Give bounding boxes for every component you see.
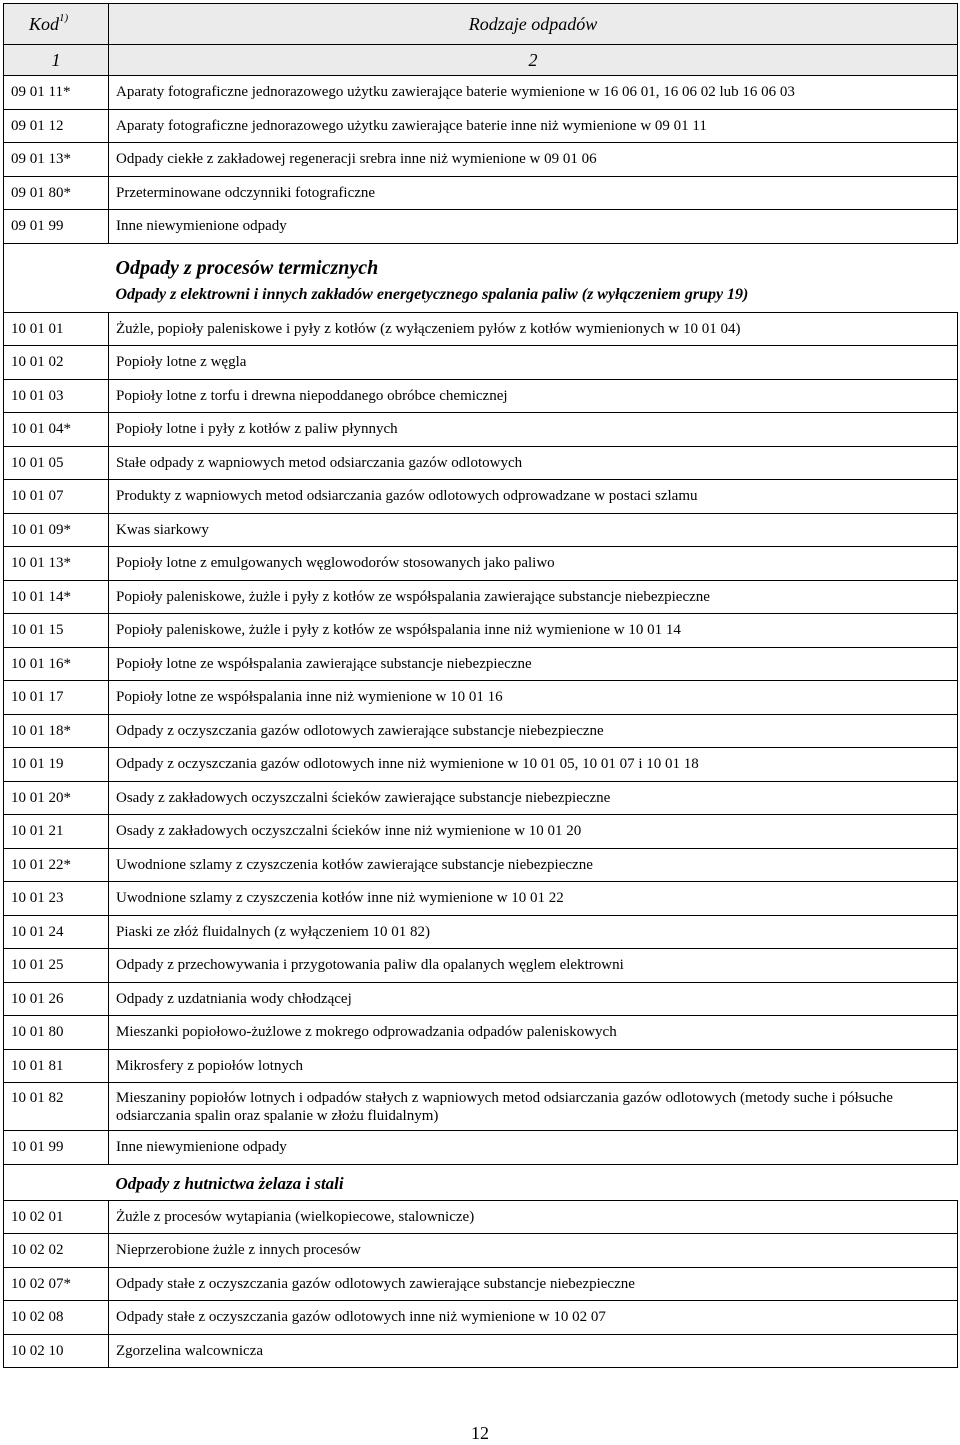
waste-description: Odpady stałe z oczyszczania gazów odlotowych inne niż wymienione w 10 02 07 [109,1301,958,1335]
table-row [4,781,958,815]
section-heading-cell [109,1164,958,1200]
table-row [4,547,958,581]
waste-description: Produkty z wapniowych metod odsiarczania gazów odlotowych odprowadzane w postaci szlamu [109,480,958,514]
table-row [4,312,958,346]
table-header-row [4,4,958,45]
waste-code: 10 01 04* [4,413,109,447]
table-row [4,513,958,547]
waste-description: Odpady z przechowywania i przygotowania paliw dla opalanych węglem elektrowni [109,949,958,983]
waste-code: 10 02 07* [4,1267,109,1301]
section-heading-row [4,1164,958,1200]
header-code-footnote: 1) [59,12,69,24]
waste-code: 10 01 18* [4,714,109,748]
waste-code: 10 01 23 [4,882,109,916]
waste-description: Nieprzerobione żużle z innych procesów [109,1234,958,1268]
table-row [4,1301,958,1335]
waste-codes-table [3,3,958,1368]
header-code [4,4,109,45]
table-row [4,210,958,244]
table-row [4,446,958,480]
waste-code: 10 01 01 [4,312,109,346]
waste-description: Stałe odpady z wapniowych metod odsiarczania gazów odlotowych [109,446,958,480]
waste-code: 09 01 13* [4,143,109,177]
waste-description: Popioły lotne z torfu i drewna niepoddanego obróbce chemicznej [109,379,958,413]
waste-code: 10 02 02 [4,1234,109,1268]
table-row [4,346,958,380]
table-row [4,1234,958,1268]
waste-description: Żużle z procesów wytapiania (wielkopiecowe, stalownicze) [109,1200,958,1234]
waste-code: 10 01 02 [4,346,109,380]
waste-description: Odpady ciekłe z zakładowej regeneracji srebra inne niż wymienione w 09 01 06 [109,143,958,177]
section-title: Odpady z procesów termicznych [115,256,379,279]
table-row [4,1200,958,1234]
waste-code: 10 01 03 [4,379,109,413]
table-row [4,1083,958,1131]
table-row [4,1334,958,1368]
waste-description: Aparaty fotograficzne jednorazowego użytku zawierające baterie inne niż wymienione w 09 01 11 [109,109,958,143]
waste-code: 10 02 01 [4,1200,109,1234]
table-row [4,748,958,782]
section-heading-spacer [4,243,109,312]
header-waste-types: Rodzaje odpadów [109,4,958,45]
table-row [4,815,958,849]
table-column-number-row [4,45,958,76]
table-row [4,614,958,648]
table-row [4,1131,958,1165]
waste-code: 10 01 80 [4,1016,109,1050]
waste-code: 10 01 24 [4,915,109,949]
waste-code: 10 01 05 [4,446,109,480]
table-row [4,1267,958,1301]
table-row [4,413,958,447]
waste-code: 09 01 12 [4,109,109,143]
table-row [4,76,958,110]
waste-code: 10 01 25 [4,949,109,983]
waste-description: Uwodnione szlamy z czyszczenia kotłów inne niż wymienione w 10 01 22 [109,882,958,916]
section-title: Odpady z hutnictwa żelaza i stali [115,1173,344,1193]
waste-description: Piaski ze złóż fluidalnych (z wyłączeniem 10 01 82) [109,915,958,949]
waste-code: 10 01 13* [4,547,109,581]
waste-description: Odpady z oczyszczania gazów odlotowych inne niż wymienione w 10 01 05, 10 01 07 i 10 01 18 [109,748,958,782]
waste-code: 09 01 99 [4,210,109,244]
table-row [4,949,958,983]
waste-code: 10 01 19 [4,748,109,782]
waste-description: Odpady z uzdatniania wody chłodzącej [109,982,958,1016]
section-heading-row [4,243,958,312]
waste-code: 10 01 82 [4,1083,109,1131]
table-row [4,647,958,681]
column-number-2: 2 [109,45,958,76]
waste-description: Żużle, popioły paleniskowe i pyły z kotłów (z wyłączeniem pyłów z kotłów wymienionych w 10 01 04) [109,312,958,346]
waste-description: Kwas siarkowy [109,513,958,547]
table-row [4,580,958,614]
table-row [4,681,958,715]
waste-code: 10 01 14* [4,580,109,614]
waste-code: 10 01 09* [4,513,109,547]
waste-description: Odpady z oczyszczania gazów odlotowych zawierające substancje niebezpieczne [109,714,958,748]
waste-code: 10 01 26 [4,982,109,1016]
waste-description: Mikrosfery z popiołów lotnych [109,1049,958,1083]
table-row [4,848,958,882]
waste-code: 09 01 80* [4,176,109,210]
waste-code: 10 01 99 [4,1131,109,1165]
waste-code: 09 01 11* [4,76,109,110]
waste-description: Inne niewymienione odpady [109,1131,958,1165]
waste-description: Osady z zakładowych oczyszczalni ścieków inne niż wymienione w 10 01 20 [109,815,958,849]
waste-description: Popioły lotne ze współspalania inne niż wymienione w 10 01 16 [109,681,958,715]
waste-code: 10 02 10 [4,1334,109,1368]
waste-description: Zgorzelina walcownicza [109,1334,958,1368]
waste-description: Aparaty fotograficzne jednorazowego użytku zawierające baterie wymienione w 16 06 01, 16 06 02 lub 16 06 03 [109,76,958,110]
table-row [4,1049,958,1083]
waste-description: Popioły lotne ze współspalania zawierające substancje niebezpieczne [109,647,958,681]
waste-code: 10 02 08 [4,1301,109,1335]
waste-description: Popioły lotne z emulgowanych węglowodorów stosowanych jako paliwo [109,547,958,581]
column-number-1: 1 [4,45,109,76]
waste-code: 10 01 81 [4,1049,109,1083]
section-subtitle: Odpady z elektrowni i innych zakładów energetycznego spalania paliw (z wyłączeniem grupy 19) [115,285,749,303]
waste-code: 10 01 20* [4,781,109,815]
table-row [4,480,958,514]
waste-description: Inne niewymienione odpady [109,210,958,244]
table-row [4,176,958,210]
waste-code: 10 01 17 [4,681,109,715]
waste-description: Popioły lotne i pyły z kotłów z paliw płynnych [109,413,958,447]
waste-description: Osady z zakładowych oczyszczalni ścieków zawierające substancje niebezpieczne [109,781,958,815]
waste-description: Mieszanki popiołowo-żużlowe z mokrego odprowadzania odpadów paleniskowych [109,1016,958,1050]
waste-description: Popioły paleniskowe, żużle i pyły z kotłów ze współspalania inne niż wymienione w 10 01 14 [109,614,958,648]
waste-code: 10 01 15 [4,614,109,648]
waste-catalog-document [3,3,957,1368]
waste-code: 10 01 16* [4,647,109,681]
table-row [4,915,958,949]
table-row [4,1016,958,1050]
waste-description: Popioły lotne z węgla [109,346,958,380]
table-row [4,109,958,143]
header-code-label: Kod [29,14,60,34]
waste-code: 10 01 07 [4,480,109,514]
section-heading-cell [109,243,958,312]
waste-code: 10 01 22* [4,848,109,882]
section-heading-spacer [4,1164,109,1200]
waste-description: Popioły paleniskowe, żużle i pyły z kotłów ze współspalania zawierające substancje niebezpieczne [109,580,958,614]
table-row [4,882,958,916]
waste-description: Przeterminowane odczynniki fotograficzne [109,176,958,210]
table-row [4,143,958,177]
page-number: 12 [471,1423,489,1443]
table-row [4,379,958,413]
waste-description: Mieszaniny popiołów lotnych i odpadów stałych z wapniowych metod odsiarczania gazów odlotowych (metody suche i półsuche odsiarczania spalin oraz spalanie w złożu fluidalnym) [109,1083,958,1131]
waste-code: 10 01 21 [4,815,109,849]
table-row [4,982,958,1016]
table-row [4,714,958,748]
waste-description: Odpady stałe z oczyszczania gazów odlotowych zawierające substancje niebezpieczne [109,1267,958,1301]
waste-description: Uwodnione szlamy z czyszczenia kotłów zawierające substancje niebezpieczne [109,848,958,882]
